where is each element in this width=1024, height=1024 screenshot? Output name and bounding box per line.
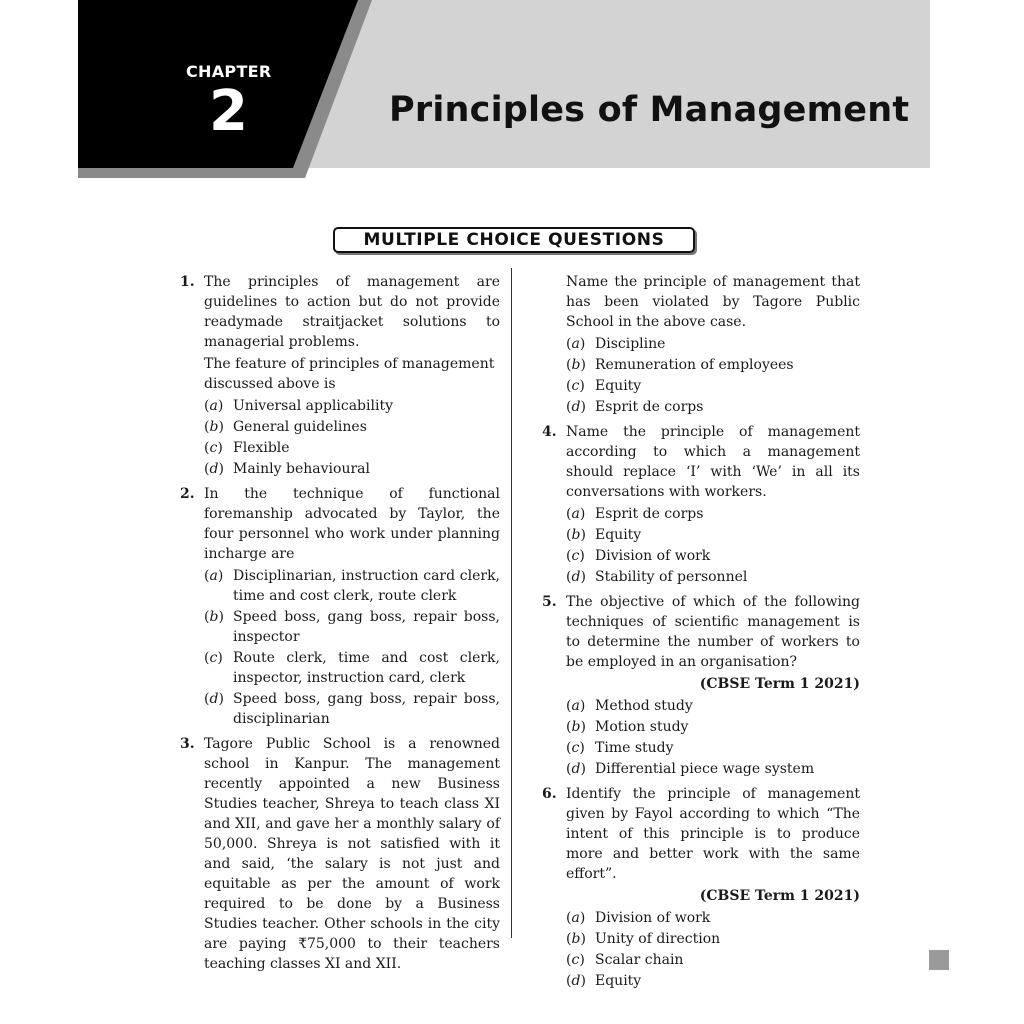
question-6: [542, 784, 860, 992]
option-a: [566, 696, 860, 716]
option-c: [566, 376, 860, 396]
option-d: [204, 459, 500, 479]
question-text: The principles of management are guidelines to action but do not provide readymade straitjacket solutions to managerial problems.: [204, 274, 500, 350]
option-c: [204, 438, 500, 458]
question-text: Tagore Public School is a renowned school in Kanpur. The management recently appointed a new Business Studies teacher, Shreya to teach class XI and XII, and gave her a monthly salary of 50,000. Shreya is not satisfied with it and said, ‘the salary is not just and equitable as per the amount of work required to be done by a Business Studies teacher. Other schools in the city are paying ₹75,000 to their teachers teaching classes XI and XII.: [204, 736, 500, 972]
option-text: Esprit de corps: [595, 506, 704, 522]
question-source: (CBSE Term 1 2021): [699, 676, 860, 692]
question-2: [180, 484, 500, 730]
chapter-label: CHAPTER: [186, 62, 272, 81]
option-label: (a): [566, 698, 586, 714]
option-c: [204, 648, 500, 688]
option-d: [566, 759, 860, 779]
option-label: (d): [566, 569, 586, 585]
question-number: 5.: [542, 594, 557, 610]
option-label: (d): [566, 761, 586, 777]
page-corner-marker: [929, 950, 949, 970]
question-number: 6.: [542, 786, 557, 802]
option-label: (c): [566, 952, 585, 968]
option-label: (c): [566, 378, 585, 394]
question-text: The objective of which of the following techniques of scientific management is to determine the number of workers to be employed in an organisation?: [566, 594, 860, 670]
option-c: [566, 950, 860, 970]
question-prompt: The feature of principles of management discussed above is: [204, 356, 495, 392]
option-label: (b): [566, 931, 586, 947]
option-label: (b): [566, 357, 586, 373]
option-text: Discipline: [595, 336, 666, 352]
option-text: Method study: [595, 698, 693, 714]
option-a: [204, 396, 500, 416]
question-text: Name the principle of management according to which a management should replace ‘I’ with ‘We’ in all its conversations with workers.: [566, 424, 860, 500]
option-text: Unity of direction: [595, 931, 721, 947]
option-text: Disciplinarian, instruction card clerk, time and cost clerk, route clerk: [233, 568, 500, 604]
option-label: (a): [204, 398, 224, 414]
option-a: [566, 908, 860, 928]
option-c: [566, 738, 860, 758]
option-text: Equity: [595, 378, 642, 394]
option-b: [204, 417, 500, 437]
option-d: [566, 971, 860, 991]
option-label: (a): [566, 336, 586, 352]
option-text: Route clerk, time and cost clerk, inspector, instruction card, clerk: [233, 650, 500, 686]
option-c: [566, 546, 860, 566]
question-body: [204, 484, 500, 730]
option-d: [566, 567, 860, 587]
option-text: General guidelines: [233, 419, 367, 435]
question-body: [204, 272, 500, 480]
option-b: [566, 355, 860, 375]
option-text: Mainly behavioural: [233, 461, 370, 477]
option-label: (d): [204, 691, 224, 707]
option-a: [566, 334, 860, 354]
question-1: [180, 272, 500, 480]
option-label: (d): [204, 461, 224, 477]
option-text: Speed boss, gang boss, repair boss, disciplinarian: [233, 691, 500, 727]
option-label: (c): [566, 740, 585, 756]
option-label: (a): [566, 506, 586, 522]
left-column: [180, 272, 500, 980]
option-text: Universal applicability: [233, 398, 393, 414]
option-text: Division of work: [595, 910, 711, 926]
right-column: [542, 272, 860, 996]
option-a: [204, 566, 500, 606]
option-text: Flexible: [233, 440, 290, 456]
option-text: Equity: [595, 973, 642, 989]
option-text: Time study: [595, 740, 674, 756]
question-5: [542, 592, 860, 780]
option-label: (d): [566, 399, 586, 415]
question-source: (CBSE Term 1 2021): [699, 888, 860, 904]
option-label: (c): [204, 650, 223, 666]
option-a: [566, 504, 860, 524]
option-b: [566, 929, 860, 949]
option-text: Speed boss, gang boss, repair boss, inspector: [233, 609, 500, 645]
question-body: [204, 734, 500, 976]
option-b: [566, 525, 860, 545]
option-label: (c): [566, 548, 585, 564]
section-heading: MULTIPLE CHOICE QUESTIONS: [333, 227, 695, 253]
column-divider: [511, 268, 512, 938]
question-3-continued: [566, 272, 860, 417]
question-number: 4.: [542, 424, 557, 440]
option-text: Differential piece wage system: [595, 761, 815, 777]
option-text: Stability of personnel: [595, 569, 748, 585]
question-text: In the technique of functional foremanship advocated by Taylor, the four personnel who work under planning incharge are: [204, 486, 500, 562]
question-number: 2.: [180, 486, 195, 502]
option-label: (a): [566, 910, 586, 926]
option-b: [204, 607, 500, 647]
option-label: (c): [204, 440, 223, 456]
question-body: [566, 784, 860, 992]
option-text: Esprit de corps: [595, 399, 704, 415]
option-label: (b): [204, 419, 224, 435]
option-d: [204, 689, 500, 729]
option-b: [566, 717, 860, 737]
chapter-title: Principles of Management: [389, 90, 910, 130]
question-text: Identify the principle of management given by Fayol according to which “The intent of this principle is to produce more and better work with the same effort”.: [566, 786, 860, 882]
option-label: (d): [566, 973, 586, 989]
option-text: Equity: [595, 527, 642, 543]
option-text: Motion study: [595, 719, 689, 735]
option-text: Division of work: [595, 548, 711, 564]
option-label: (a): [204, 568, 224, 584]
chapter-number: 2: [209, 79, 248, 144]
option-label: (b): [204, 609, 224, 625]
option-text: Remuneration of employees: [595, 357, 794, 373]
question-body: [566, 422, 860, 588]
option-text: Scalar chain: [595, 952, 684, 968]
question-body: [566, 592, 860, 780]
question-4: [542, 422, 860, 588]
question-3: [180, 734, 500, 976]
question-number: 1.: [180, 274, 195, 290]
option-label: (b): [566, 527, 586, 543]
question-prompt: Name the principle of management that has been violated by Tagore Public School in the above case.: [566, 274, 860, 330]
option-d: [566, 397, 860, 417]
question-number: 3.: [180, 736, 195, 752]
option-label: (b): [566, 719, 586, 735]
chapter-banner: [0, 0, 1024, 190]
